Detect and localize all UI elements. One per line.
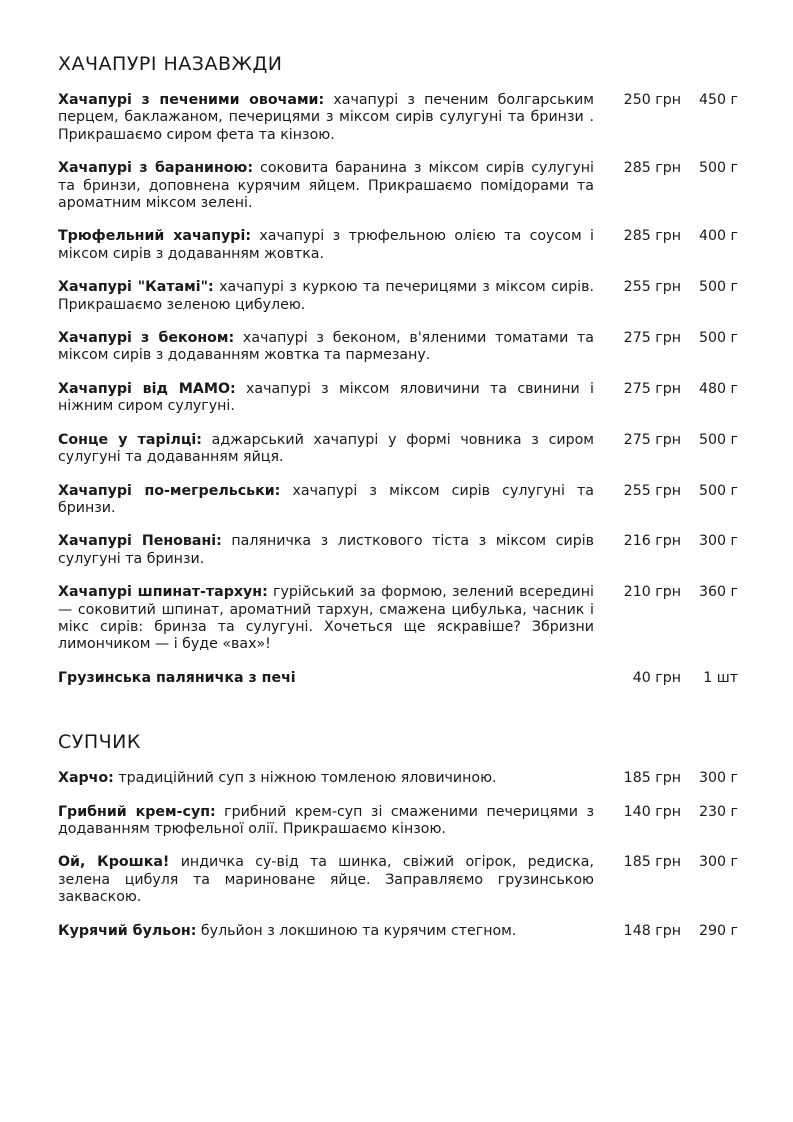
item-description bbox=[58, 584, 594, 654]
item-price: 255 грн bbox=[623, 482, 681, 499]
item-description bbox=[58, 228, 594, 263]
item-weight: 230 г bbox=[698, 803, 738, 820]
menu-item bbox=[58, 923, 738, 940]
item-text: гурійський за формою, зелений всередині — соковитий шпинат, ароматний тархун, смажена цибулька, часник і мікс сирів: бринза та сулугуні. Хочеться ще яскравіше? Збризни лимончиком — і буде «вах»! bbox=[58, 584, 594, 653]
menu-page bbox=[58, 52, 738, 956]
item-price: 275 грн bbox=[623, 380, 681, 397]
item-price: 185 грн bbox=[623, 770, 681, 787]
section-title: ХАЧАПУРІ НАЗАВЖДИ bbox=[58, 53, 283, 75]
item-weight: 450 г bbox=[698, 92, 738, 108]
item-price: 255 грн bbox=[623, 279, 681, 296]
item-text: хачапурі з беконом, в'яленими томатами та міксом сирів з додаванням жовтка та пармезану. bbox=[58, 330, 594, 364]
item-text: грибний крем-суп зі смаженими печерицями з додаванням трюфельної олії. Прикрашаємо кінзою. bbox=[58, 803, 594, 837]
menu-item bbox=[58, 670, 738, 687]
item-price: 285 грн bbox=[623, 228, 681, 245]
item-description bbox=[58, 432, 594, 467]
item-name: Курячий бульон: bbox=[58, 922, 197, 939]
item-name: Хачапурі Пеновані: bbox=[58, 533, 222, 550]
item-price: 250 грн bbox=[623, 92, 681, 108]
item-weight: 500 г bbox=[698, 482, 738, 499]
item-price: 140 грн bbox=[623, 803, 681, 820]
item-weight: 300 г bbox=[698, 770, 738, 787]
item-text: хачапурі з міксом сирів сулугуні та бринзи. bbox=[58, 482, 595, 516]
menu-item bbox=[58, 381, 738, 416]
menu-item bbox=[58, 228, 738, 263]
section-soups bbox=[58, 730, 738, 940]
item-name: Ой, Крошка! bbox=[58, 854, 170, 871]
item-weight: 480 г bbox=[698, 380, 738, 397]
menu-item bbox=[58, 854, 738, 906]
item-price: 285 грн bbox=[623, 160, 681, 177]
item-text: хачапурі з трюфельною олією та соусом і міксом сирів з додаванням жовтка. bbox=[58, 228, 594, 262]
menu-item bbox=[58, 160, 738, 212]
menu-item bbox=[58, 483, 738, 518]
item-text: хачапурі з печеним болгарським перцем, баклажаном, печерицями з міксом сирів сулугуні та бринзи . Прикрашаємо сиром фета та кінзою. bbox=[58, 92, 594, 143]
item-name: Грибний крем-суп: bbox=[58, 803, 216, 820]
item-text: паляничка з листкового тіста з міксом сирів сулугуні та бринзи. bbox=[58, 533, 594, 567]
item-weight: 360 г bbox=[698, 584, 738, 601]
item-description bbox=[58, 160, 594, 212]
item-name: Хачапурі з беконом: bbox=[58, 330, 235, 347]
item-text: аджарський хачапурі у формі човника з сиром сулугуні та додаванням яйця. bbox=[58, 431, 594, 466]
item-text: хачапурі з куркою та печерицями з міксом сирів. Прикрашаємо зеленою цибулею. bbox=[58, 279, 594, 313]
item-name: Хачапурі з бараниною: bbox=[58, 160, 253, 177]
section-title: СУПЧИК bbox=[58, 731, 141, 754]
item-price: 40 грн bbox=[632, 669, 681, 686]
menu-item bbox=[58, 584, 738, 654]
item-name: Трюфельний хачапурі: bbox=[58, 228, 251, 245]
item-price: 185 грн bbox=[623, 854, 681, 871]
menu-item bbox=[58, 533, 738, 568]
item-name: Хачапурі по-мегрельськи: bbox=[58, 482, 281, 499]
item-price: 216 грн bbox=[623, 533, 681, 550]
item-weight: 300 г bbox=[698, 854, 738, 871]
item-description bbox=[58, 533, 594, 568]
item-description bbox=[58, 381, 594, 416]
item-description bbox=[58, 770, 594, 787]
item-name: Хачапурі з печеними овочами: bbox=[58, 92, 325, 108]
item-description bbox=[58, 330, 594, 365]
item-weight: 500 г bbox=[698, 279, 738, 296]
item-text: традиційний суп з ніжною томленою яловичиною. bbox=[113, 770, 497, 787]
item-name: Харчо: bbox=[58, 770, 114, 787]
item-description bbox=[58, 279, 594, 314]
item-name: Хачапурі "Катамі": bbox=[58, 279, 214, 296]
section-khachapuri bbox=[58, 52, 738, 687]
item-price: 148 грн bbox=[623, 922, 681, 939]
item-weight: 500 г bbox=[698, 330, 738, 347]
item-name: Хачапурі від МАМО: bbox=[58, 380, 236, 397]
item-weight: 500 г bbox=[698, 431, 738, 448]
item-weight: 400 г bbox=[698, 228, 738, 245]
item-description bbox=[58, 670, 594, 687]
item-text: бульйон з локшиною та курячим стегном. bbox=[196, 922, 517, 939]
item-name: Сонце у тарілці: bbox=[58, 431, 202, 448]
item-price: 275 грн bbox=[623, 330, 681, 347]
menu-item bbox=[58, 330, 738, 365]
item-description bbox=[58, 854, 594, 906]
item-text: хачапурі з міксом яловичини та свинини і ніжним сиром сулугуні. bbox=[58, 380, 594, 415]
menu-item bbox=[58, 279, 738, 314]
item-text: индичка су-від та шинка, свіжий огірок, редиска, зелена цибуля та мариноване яйце. Заправляємо грузинською закваскою. bbox=[58, 854, 594, 906]
item-description bbox=[58, 483, 594, 518]
item-description bbox=[58, 923, 594, 940]
menu-item bbox=[58, 432, 738, 467]
item-weight: 1 шт bbox=[703, 669, 738, 686]
item-text: соковита баранина з міксом сирів сулугуні та бринзи, доповнена курячим яйцем. Прикрашаємо помідорами та ароматним міксом зелені. bbox=[58, 160, 594, 212]
item-weight: 500 г bbox=[698, 160, 738, 177]
item-price: 210 грн bbox=[623, 584, 681, 601]
menu-item bbox=[58, 92, 738, 144]
item-name: Грузинська паляничка з печі bbox=[58, 669, 296, 686]
item-name: Хачапурі шпинат-тархун: bbox=[58, 584, 268, 601]
menu-item bbox=[58, 804, 738, 839]
item-weight: 300 г bbox=[698, 533, 738, 550]
item-description bbox=[58, 92, 594, 144]
menu-item bbox=[58, 770, 738, 787]
item-weight: 290 г bbox=[698, 922, 738, 939]
item-price: 275 грн bbox=[623, 431, 681, 448]
item-description bbox=[58, 804, 594, 839]
